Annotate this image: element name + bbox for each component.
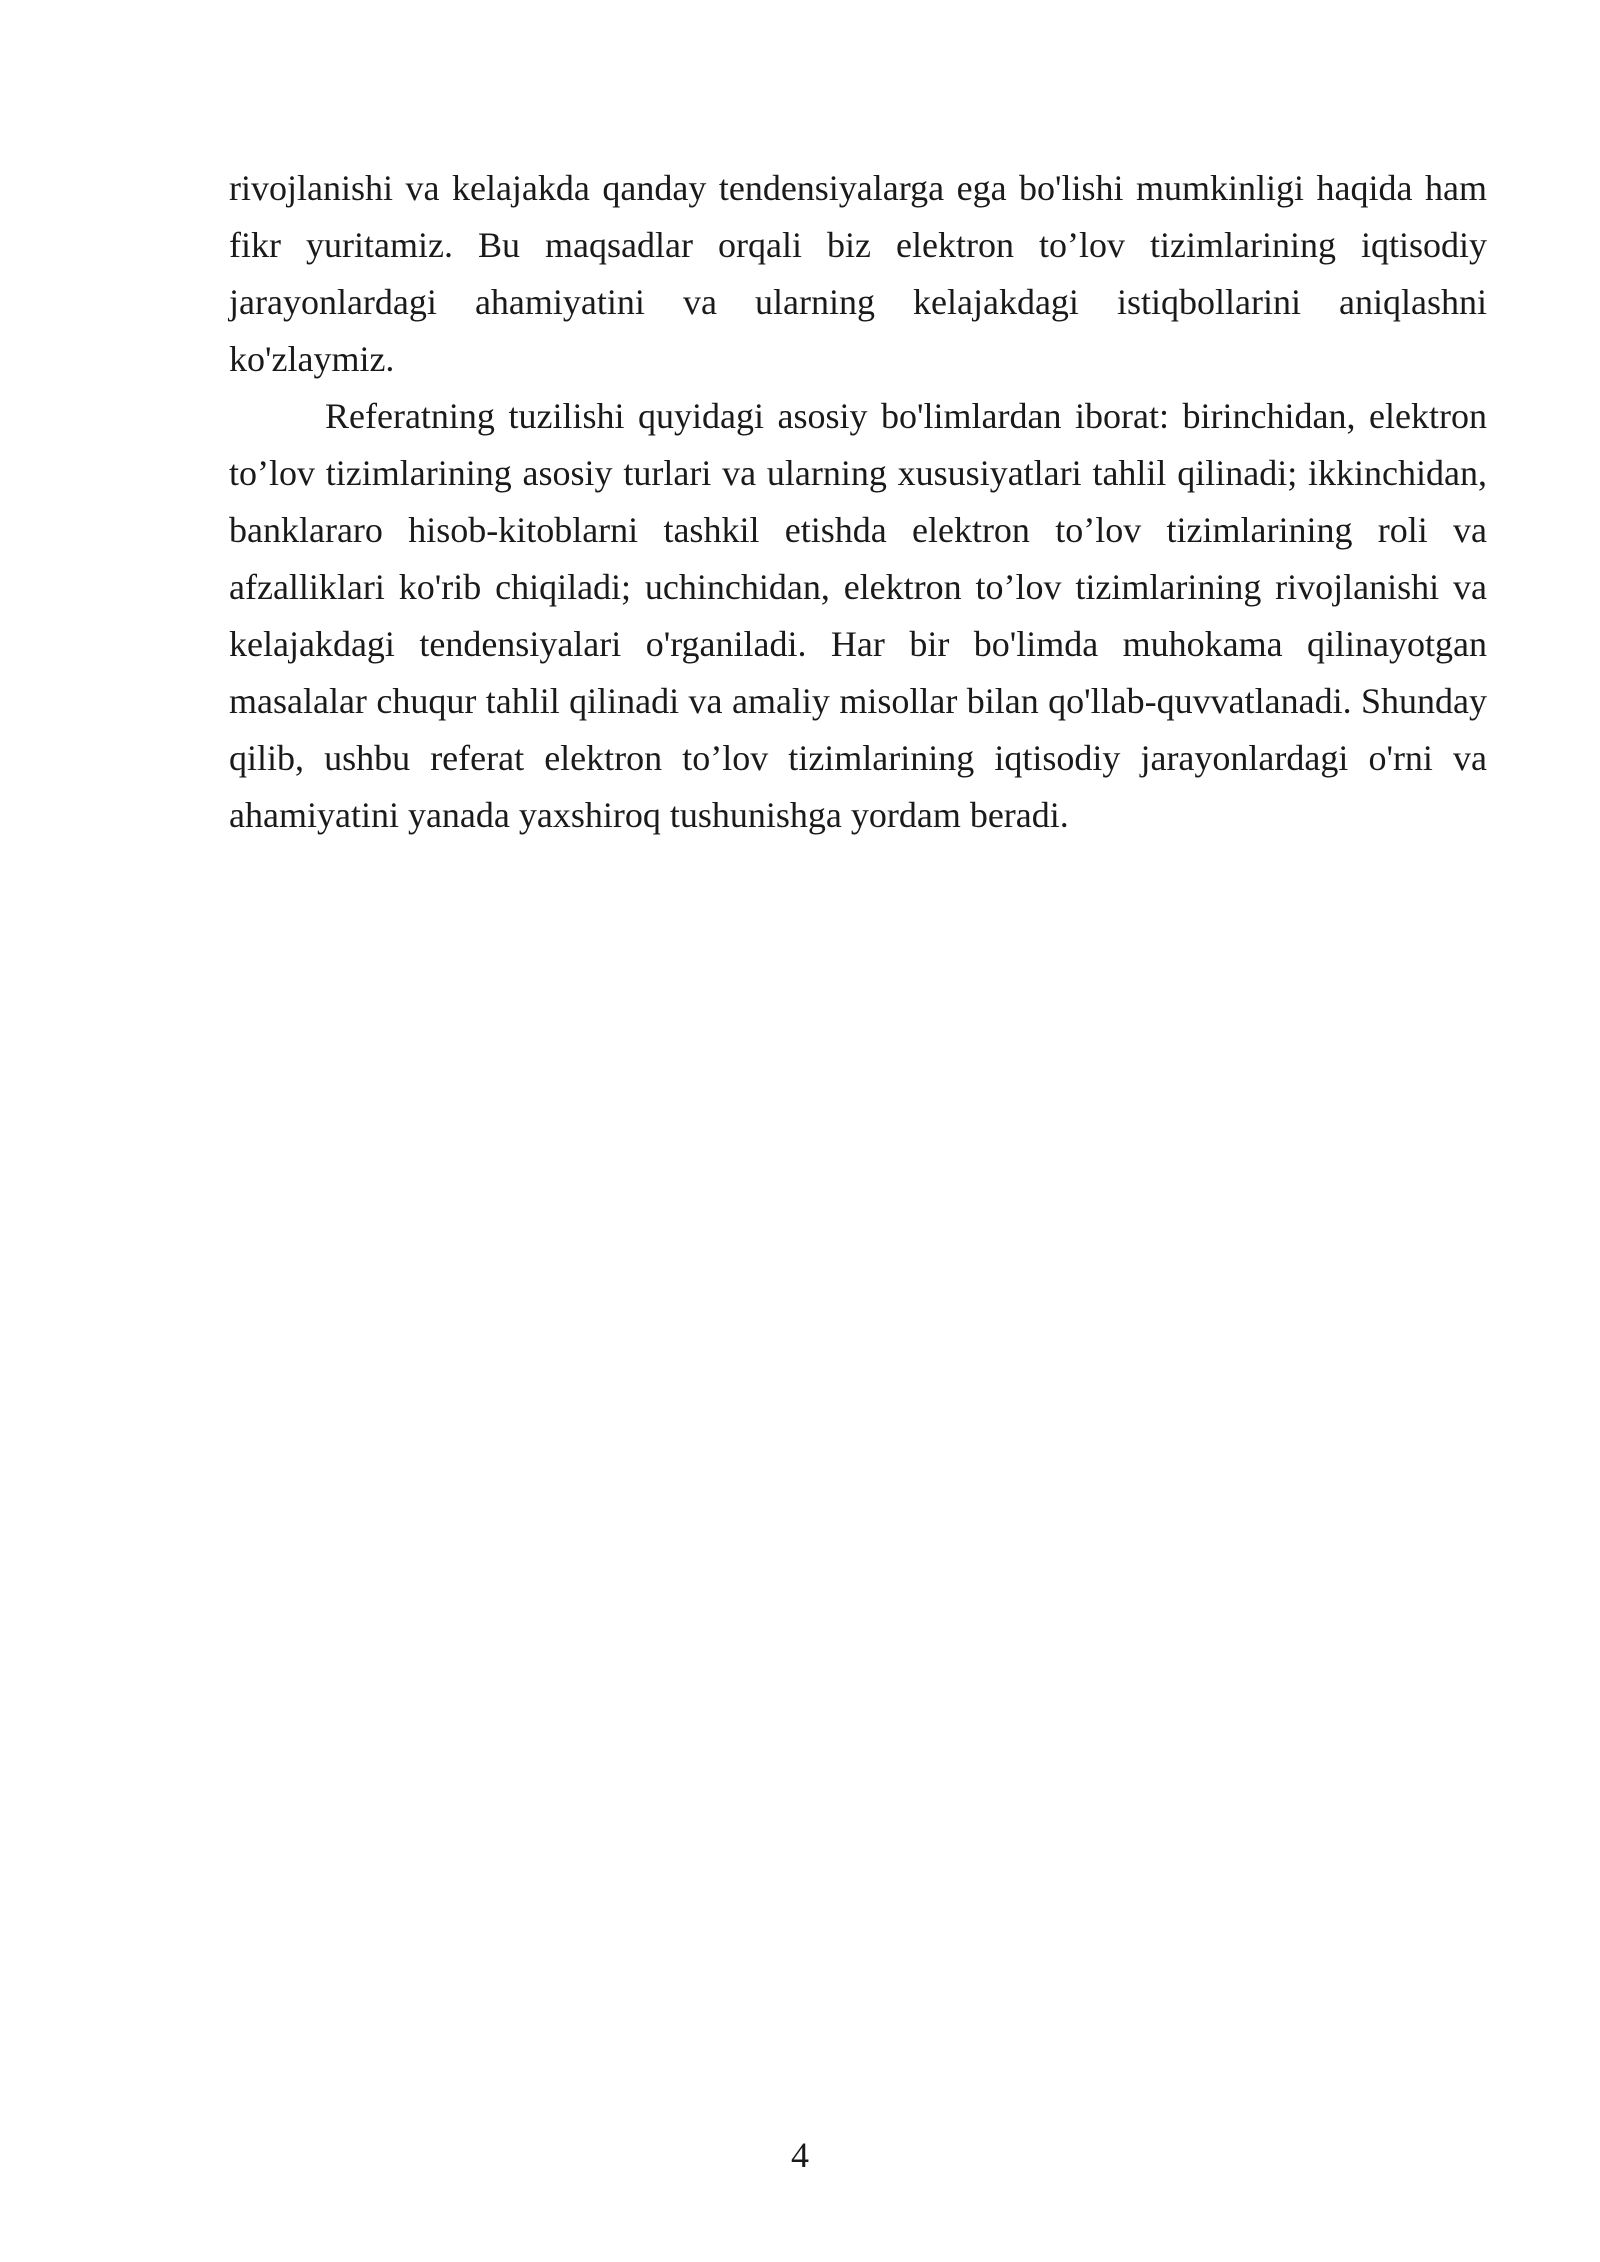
paragraph-structure: Referatning tuzilishi quyidagi asosiy bo'limlardan iborat: birinchidan, elektron to’lov tizimlarining asosiy turlari va ularning xususiyatlari tahlil qilinadi; ikkinchidan, banklararo hisob-kitoblarni tashkil etishda elektron to’lov tizimlarining roli va afzalliklari ko'rib chiqiladi; uchinchidan, elektron to’lov tizimlarining rivojlanishi va kelajakdagi tendensiyalari o'rganiladi. Har bir bo'limda muhokama qilinayotgan masalalar chuqur tahlil qilinadi va amaliy misollar bilan qo'llab-quvvatlanadi. Shunday qilib, ushbu referat elektron to’lov tizimlarining iqtisodiy jarayonlardagi o'rni va ahamiyatini yanada yaxshiroq tushunishga yordam beradi.: [229, 396, 1487, 835]
paragraph-continuation: rivojlanishi va kelajakda qanday tendensiyalarga ega bo'lishi mumkinligi haqida ham fikr yuritamiz. Bu maqsadlar orqali biz elektron to’lov tizimlarining iqtisodiy jarayonlardagi ahamiyatini va ularning kelajakdagi istiqbollarini aniqlashni ko'zlaymiz.: [229, 168, 1487, 379]
body-text: [229, 160, 1487, 844]
page-number: 4: [791, 2135, 809, 2175]
